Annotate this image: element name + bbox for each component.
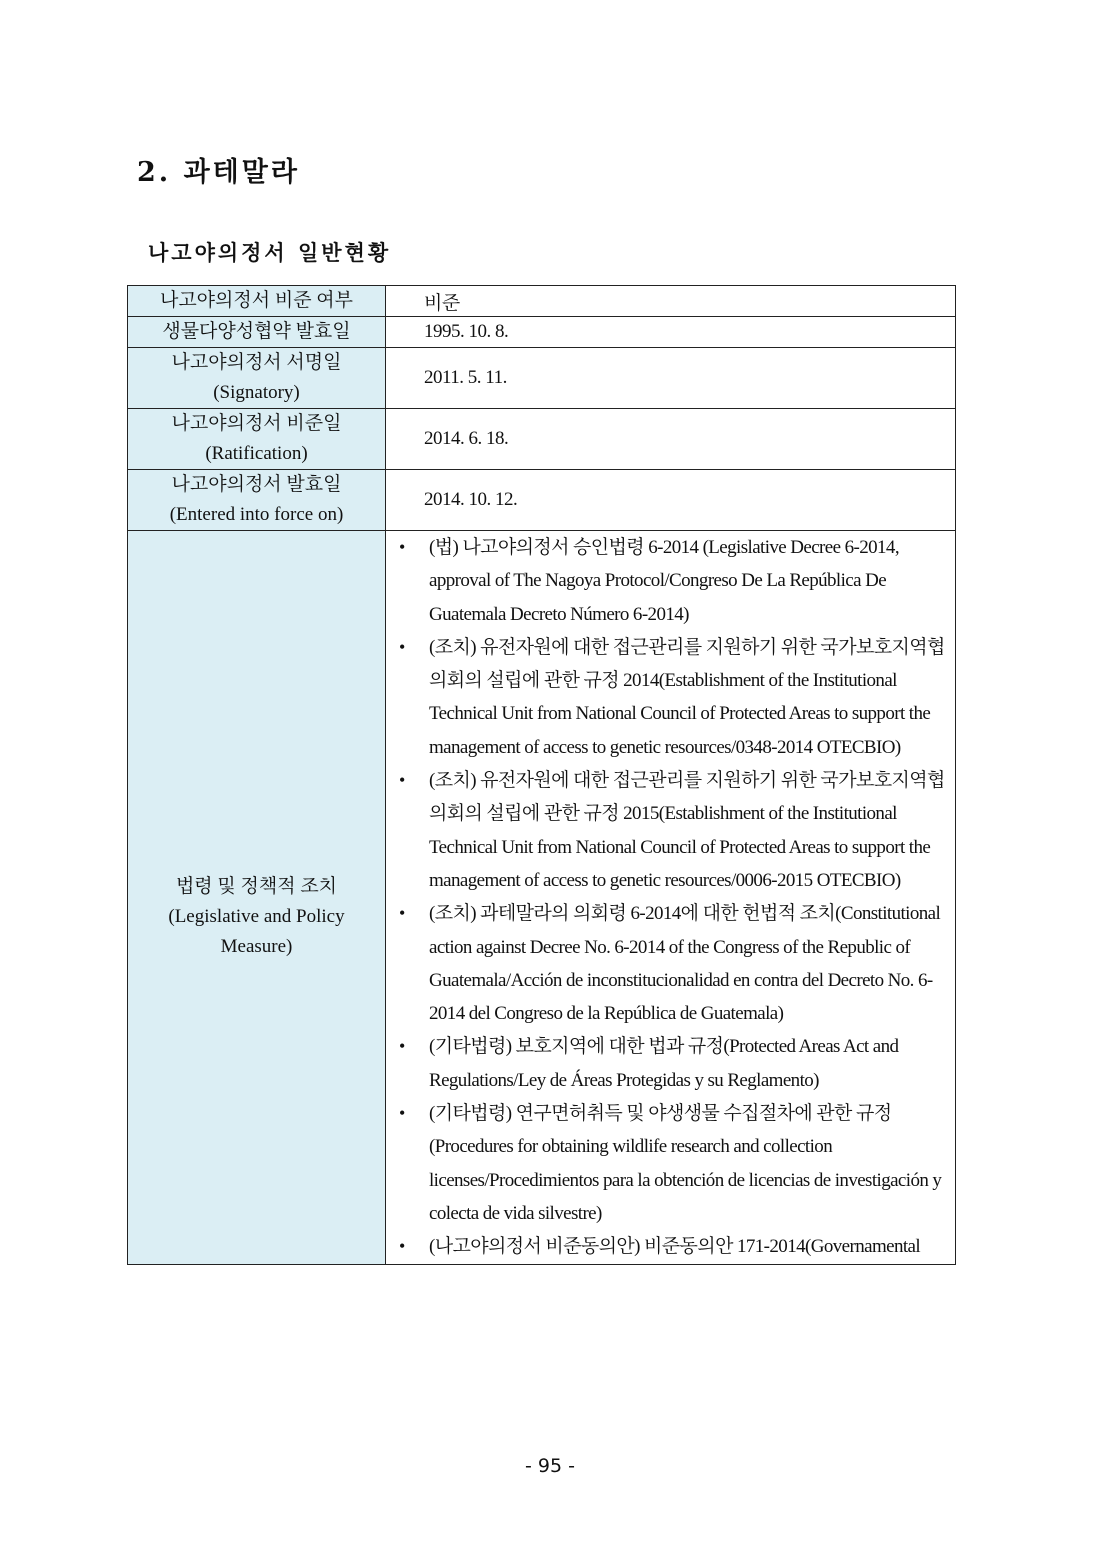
bullet-icon: • (399, 636, 405, 657)
row-label: 나고야의정서 비준 여부 (128, 286, 386, 317)
bullet-icon: • (399, 1036, 405, 1057)
row-label: 나고야의정서 비준일 (Ratification) (128, 409, 386, 470)
bullet-icon: • (399, 537, 405, 557)
table-row-measures (128, 531, 956, 1265)
measures-list-cell (386, 531, 956, 1265)
list-item: • (조치) 과테말라의 의회령 6-2014에 대한 헌법적 조치(Constitutional action against Decree No. 6-2014 of the Congress of the Republic of Guatemala/Acción de inconstitucionalidad en contra del Decreto No. 6-2014 del Congreso de la República de Guatemala) (396, 897, 947, 1030)
row-value: 2014. 6. 18. (386, 409, 956, 470)
row-label: 나고야의정서 발효일 (Entered into force on) (128, 470, 386, 531)
row-value: 비준 (386, 286, 956, 317)
table-row (128, 409, 956, 470)
row-value: 1995. 10. 8. (386, 317, 956, 348)
row-label: 나고야의정서 서명일 (Signatory) (128, 348, 386, 409)
bullet-icon: • (399, 1103, 405, 1124)
list-item: • (기타법령) 연구면허취득 및 야생생물 수집절차에 관한 규정(Procedures for obtaining wildlife research and collection licenses/Procedimientos para la obtención de licencias de investigación y colecta de vida silvestre) (396, 1097, 947, 1230)
table-row (128, 470, 956, 531)
bullet-icon: • (399, 903, 405, 924)
list-item: • (조치) 유전자원에 대한 접근관리를 지원하기 위한 국가보호지역협의회의 설립에 관한 규정 2014(Establishment of the Institutional Technical Unit from National Council of Protected Areas to support the management of access to genetic resources/0348-2014 OTECBIO) (396, 631, 947, 764)
list-item: • (법) 나고야의정서 승인법령 6-2014 (Legislative Decree 6-2014, approval of The Nagoya Protocol/Congreso De La República De Guatemala Decreto Número 6-2014) (396, 531, 947, 631)
section-title: 2. 과테말라 (137, 157, 300, 188)
row-value: 2011. 5. 11. (386, 348, 956, 409)
row-value: 2014. 10. 12. (386, 470, 956, 531)
nagoya-status-table (127, 285, 956, 1265)
table-row (128, 317, 956, 348)
page-number: - 95 - (525, 1455, 575, 1477)
measures-list (396, 531, 947, 1264)
measures-label: 법령 및 정책적 조치 (Legislative and Policy Measure) (128, 531, 386, 1265)
table-row (128, 286, 956, 317)
bullet-icon: • (399, 1236, 405, 1257)
row-label: 생물다양성협약 발효일 (128, 317, 386, 348)
list-item: • (나고야의정서 비준동의안) 비준동의안 171-2014(Governamental (396, 1230, 947, 1263)
list-item: • (조치) 유전자원에 대한 접근관리를 지원하기 위한 국가보호지역협의회의 설립에 관한 규정 2015(Establishment of the Institutional Technical Unit from National Council of Protected Areas to support the management of access to genetic resources/0006-2015 OTECBIO) (396, 764, 947, 897)
table-heading: 나고야의정서 일반현황 (148, 240, 392, 265)
bullet-icon: • (399, 770, 405, 791)
list-item: • (기타법령) 보호지역에 대한 법과 규정(Protected Areas Act and Regulations/Ley de Áreas Protegidas y su Reglamento) (396, 1030, 947, 1097)
table-row (128, 348, 956, 409)
